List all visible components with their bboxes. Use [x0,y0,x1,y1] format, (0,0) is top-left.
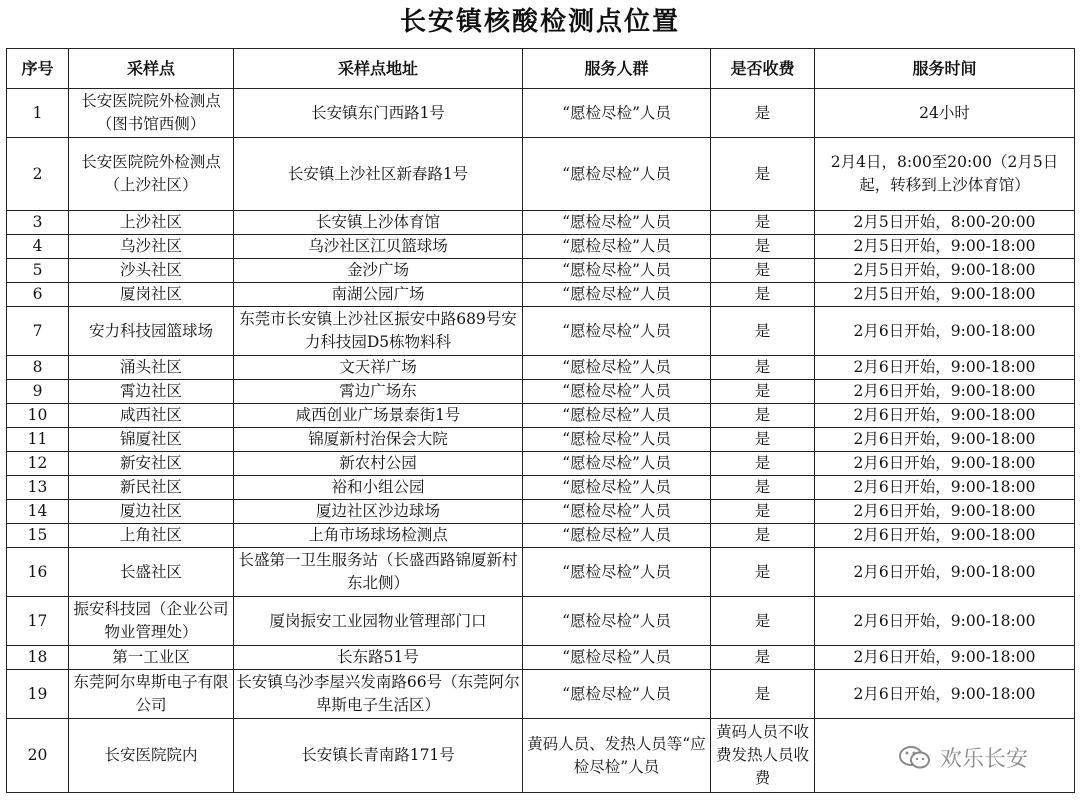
row-fee: 是 [711,283,815,307]
row-index: 5 [7,259,69,283]
row-hours: 2月6日开始，9:00-18:00 [815,356,1075,380]
row-site: 锦厦社区 [69,428,234,452]
row-address: 咸西创业广场景泰街1号 [234,404,523,428]
row-hours: 2月6日开始，9:00-18:00 [815,500,1075,524]
row-fee: 是 [711,138,815,211]
row-hours: 2月6日开始，9:00-18:00 [815,452,1075,476]
row-address: 东莞市长安镇上沙社区振安中路689号安力科技园D5栋物料科 [234,307,523,356]
row-fee: 是 [711,235,815,259]
row-fee: 是 [711,452,815,476]
row-address: 上角市场球场检测点 [234,524,523,548]
row-audience: “愿检尽检”人员 [523,548,711,597]
table-row [7,235,1075,259]
row-hours: 2月6日开始，9:00-18:00 [815,404,1075,428]
row-audience: “愿检尽检”人员 [523,380,711,404]
row-index: 8 [7,356,69,380]
row-audience: “愿检尽检”人员 [523,259,711,283]
row-site: 长盛社区 [69,548,234,597]
row-index: 12 [7,452,69,476]
row-site: 上沙社区 [69,211,234,235]
row-audience: “愿检尽检”人员 [523,235,711,259]
table-row [7,356,1075,380]
table-row [7,89,1075,138]
row-site: 上角社区 [69,524,234,548]
row-audience: “愿检尽检”人员 [523,500,711,524]
row-address: 金沙广场 [234,259,523,283]
table-row [7,404,1075,428]
row-index: 10 [7,404,69,428]
testing-sites-table [6,48,1075,793]
row-audience: “愿检尽检”人员 [523,428,711,452]
row-hours: 2月6日开始，9:00-18:00 [815,428,1075,452]
table-row [7,283,1075,307]
row-hours: 2月4日，8:00至20:00（2月5日起，转移到上沙体育馆） [815,138,1075,211]
row-hours: 2月5日开始，9:00-18:00 [815,235,1075,259]
row-fee: 是 [711,646,815,670]
row-fee: 是 [711,548,815,597]
table-row [7,646,1075,670]
row-address: 长安镇东门西路1号 [234,89,523,138]
table-header-row [7,49,1075,89]
row-audience: 黄码人员、发热人员等“应检尽检”人员 [523,719,711,793]
row-index: 13 [7,476,69,500]
row-fee: 是 [711,476,815,500]
header-fee: 是否收费 [711,49,815,89]
table-row [7,211,1075,235]
row-index: 16 [7,548,69,597]
row-fee: 是 [711,211,815,235]
row-site: 沙头社区 [69,259,234,283]
row-site: 新民社区 [69,476,234,500]
row-address: 长安镇上沙体育馆 [234,211,523,235]
row-fee: 是 [711,307,815,356]
row-fee: 是 [711,404,815,428]
row-hours: 2月6日开始，9:00-18:00 [815,548,1075,597]
table-row [7,380,1075,404]
row-index: 15 [7,524,69,548]
row-audience: “愿检尽检”人员 [523,89,711,138]
watermark-text: 欢乐长安 [940,747,1029,772]
table-row [7,428,1075,452]
row-site: 安力科技园篮球场 [69,307,234,356]
table-row [7,259,1075,283]
row-hours: 2月5日开始，9:00-18:00 [815,259,1075,283]
row-index: 9 [7,380,69,404]
row-site: 涌头社区 [69,356,234,380]
row-hours: 24小时 [815,89,1075,138]
watermark [898,742,1028,773]
row-fee: 是 [711,259,815,283]
row-address: 霄边广场东 [234,380,523,404]
row-address: 长安镇乌沙李屋兴发南路66号（东莞阿尔卑斯电子生活区） [234,670,523,719]
row-index: 20 [7,719,69,793]
table-row [7,597,1075,646]
row-site: 第一工业区 [69,646,234,670]
row-index: 17 [7,597,69,646]
table-row [7,307,1075,356]
row-address: 长安镇长青南路171号 [234,719,523,793]
row-hours: 2月6日开始，9:00-18:00 [815,646,1075,670]
table-row [7,452,1075,476]
row-site: 长安医院院外检测点（上沙社区） [69,138,234,211]
table-row [7,500,1075,524]
table-row [7,524,1075,548]
row-address: 长安镇上沙社区新春路1号 [234,138,523,211]
row-fee: 是 [711,356,815,380]
row-index: 18 [7,646,69,670]
row-address: 厦岗振安工业园物业管理部门口 [234,597,523,646]
row-audience: “愿检尽检”人员 [523,307,711,356]
row-site: 厦岗社区 [69,283,234,307]
row-site: 东莞阿尔卑斯电子有限公司 [69,670,234,719]
row-address: 乌沙社区江贝篮球场 [234,235,523,259]
row-address: 南湖公园广场 [234,283,523,307]
row-fee: 黄码人员不收费发热人员收费 [711,719,815,793]
row-address: 新农村公园 [234,452,523,476]
row-audience: “愿检尽检”人员 [523,476,711,500]
row-index: 3 [7,211,69,235]
row-index: 7 [7,307,69,356]
row-index: 4 [7,235,69,259]
row-index: 11 [7,428,69,452]
wechat-icon [898,745,932,771]
row-address: 长东路51号 [234,646,523,670]
row-fee: 是 [711,500,815,524]
row-hours: 2月5日开始，8:00-20:00 [815,211,1075,235]
row-index: 1 [7,89,69,138]
row-audience: “愿检尽检”人员 [523,138,711,211]
row-audience: “愿检尽检”人员 [523,670,711,719]
row-audience: “愿检尽检”人员 [523,597,711,646]
row-address: 文天祥广场 [234,356,523,380]
table-row [7,548,1075,597]
row-hours: 2月6日开始，9:00-18:00 [815,597,1075,646]
row-site: 新安社区 [69,452,234,476]
row-index: 2 [7,138,69,211]
row-hours: 2月6日开始，9:00-18:00 [815,670,1075,719]
header-index: 序号 [7,49,69,89]
row-audience: “愿检尽检”人员 [523,452,711,476]
row-site: 乌沙社区 [69,235,234,259]
row-index: 19 [7,670,69,719]
row-fee: 是 [711,89,815,138]
row-site: 厦边社区 [69,500,234,524]
row-audience: “愿检尽检”人员 [523,524,711,548]
row-site: 霄边社区 [69,380,234,404]
row-audience: “愿检尽检”人员 [523,404,711,428]
row-audience: “愿检尽检”人员 [523,211,711,235]
row-fee: 是 [711,597,815,646]
row-audience: “愿检尽检”人员 [523,646,711,670]
row-fee: 是 [711,524,815,548]
header-site: 采样点 [69,49,234,89]
row-hours: 2月6日开始，9:00-18:00 [815,307,1075,356]
row-hours: 2月5日开始，9:00-18:00 [815,283,1075,307]
row-fee: 是 [711,380,815,404]
row-fee: 是 [711,428,815,452]
row-address: 锦厦新村治保会大院 [234,428,523,452]
row-audience: “愿检尽检”人员 [523,283,711,307]
row-hours: 2月6日开始，9:00-18:00 [815,476,1075,500]
row-hours: 2月6日开始，9:00-18:00 [815,380,1075,404]
header-hours: 服务时间 [815,49,1075,89]
row-hours: 2月6日开始，9:00-18:00 [815,524,1075,548]
table-row [7,670,1075,719]
row-fee: 是 [711,670,815,719]
row-site: 长安医院院内 [69,719,234,793]
page-title: 长安镇核酸检测点位置 [399,7,680,37]
row-address: 长盛第一卫生服务站（长盛西路锦厦新村东北侧） [234,548,523,597]
table-row [7,476,1075,500]
row-index: 14 [7,500,69,524]
row-site: 振安科技园（企业公司物业管理处） [69,597,234,646]
row-address: 厦边社区沙边球场 [234,500,523,524]
header-audience: 服务人群 [523,49,711,89]
row-index: 6 [7,283,69,307]
row-site: 咸西社区 [69,404,234,428]
row-address: 裕和小组公园 [234,476,523,500]
row-site: 长安医院院外检测点（图书馆西侧） [69,89,234,138]
header-address: 采样点地址 [234,49,523,89]
row-audience: “愿检尽检”人员 [523,356,711,380]
table-row [7,138,1075,211]
